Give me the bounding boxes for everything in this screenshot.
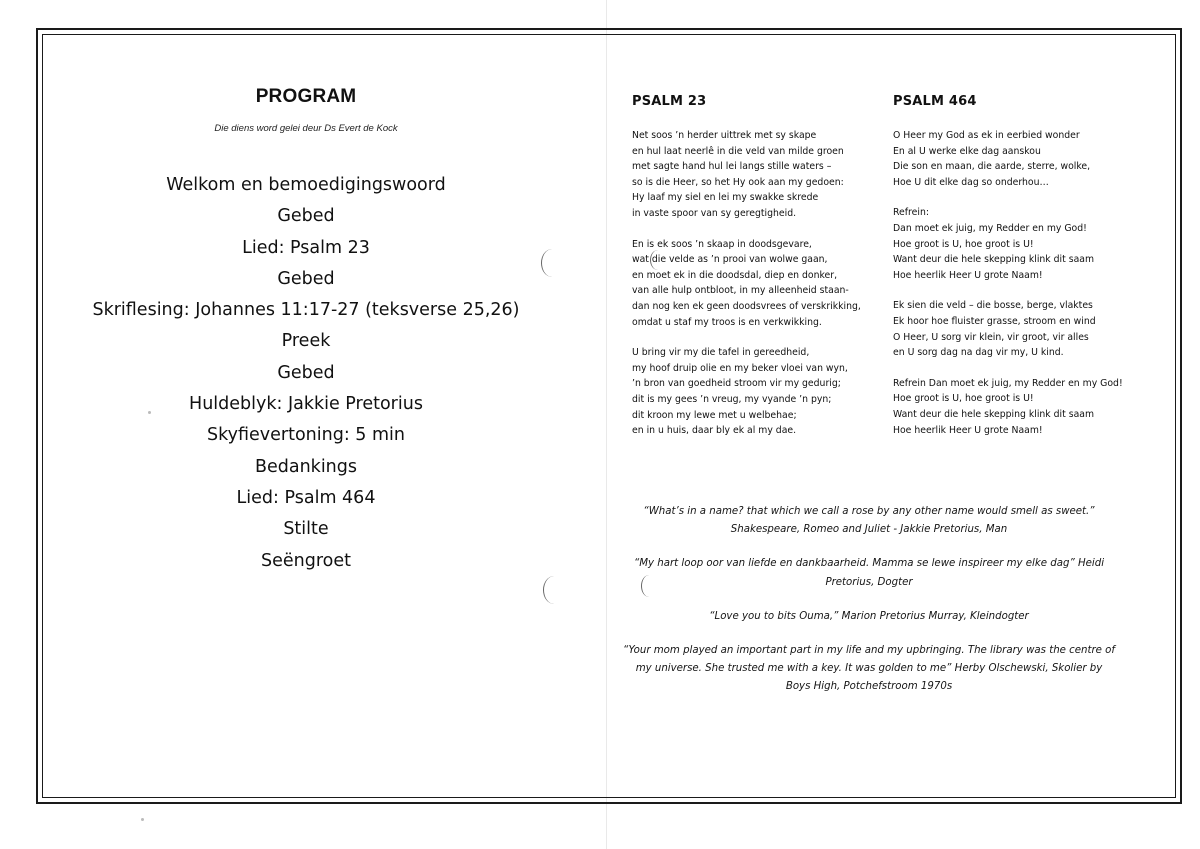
psalm-line: Hoe heerlik Heer U grote Naam!	[893, 424, 1043, 436]
program-item-prayer: Gebed	[277, 362, 335, 383]
psalm-line: omdat u staf my troos is en verkwikking.	[632, 316, 822, 328]
program-item-slideshow: Skyfievertoning: 5 min	[207, 425, 405, 446]
tribute-quote: “What’s in a name? that which we call a rose by any other name would smell as sweet.”	[643, 506, 1095, 517]
psalm-line: so is die Heer, so het Hy ook aan my gedoen:	[632, 176, 844, 188]
program-item-silence: Stilte	[283, 519, 329, 540]
tribute-attribution: Shakespeare, Romeo and Juliet - Jakkie Pretorius, Man	[730, 524, 1008, 536]
psalm-line: Die son en maan, die aarde, sterre, wolke,	[893, 161, 1091, 173]
psalm-line: en in u huis, daar bly ek al my dae.	[632, 425, 797, 437]
psalm-line: dit kroon my lewe met u welbehae;	[632, 409, 797, 421]
psalm-23-stanza	[632, 237, 894, 331]
psalm-line: Dan moet ek juig, my Redder en my God!	[893, 222, 1087, 234]
program-item-prayer: Gebed	[277, 268, 335, 289]
program-item-sermon: Preek	[281, 331, 331, 352]
psalm-464-refrain	[893, 205, 1163, 283]
psalm-line: en hul laat neerlê in die veld van milde groen	[632, 145, 844, 157]
psalm-line: Want deur die hele skepping klink dit saam	[893, 254, 1095, 266]
program-item-prayer: Gebed	[277, 206, 335, 227]
psalm-464-section	[893, 94, 1163, 453]
psalm-23-section	[632, 94, 894, 454]
tribute-husband	[622, 503, 1116, 539]
psalm-line: Net soos ’n herder uittrek met sy skape	[632, 130, 817, 141]
psalm-line: Hoe groot is U, hoe groot is U!	[893, 393, 1034, 405]
psalm-464-title: PSALM 464	[893, 94, 977, 109]
program-section	[92, 86, 520, 577]
tribute-quote: “Love you to bits Ouma,”	[709, 610, 839, 622]
psalm-23-title: PSALM 23	[632, 94, 707, 109]
program-item-welcome: Welkom en bemoedigingswoord	[166, 175, 446, 195]
psalm-line: Ek sien die veld – die bosse, berge, vlaktes	[893, 300, 1093, 312]
psalm-23-stanza	[632, 128, 894, 222]
program-item-tribute: Huldeblyk: Jakkie Pretorius	[189, 394, 423, 415]
program-subtitle: Die diens word gelei deur Ds Evert de Kock	[214, 123, 398, 134]
punch-hole-top	[541, 249, 563, 277]
psalm-line: met sagte hand hul lei langs stille waters –	[632, 161, 832, 173]
tribute-attribution: Heidi Pretorius, Dogter	[825, 558, 1105, 588]
psalm-line: U bring vir my die tafel in gereedheid,	[632, 347, 810, 359]
psalm-line: en U sorg dag na dag vir my, U kind.	[893, 347, 1064, 359]
tribute-quote: “Your mom played an important part in my life and my upbringing. The library was the centre of my universe. She trusted me with a key. It was golden to me”	[623, 645, 1115, 675]
psalm-line: Refrein:	[893, 207, 929, 219]
psalm-line: En al U werke elke dag aanskou	[893, 145, 1041, 157]
tribute-pupil	[622, 642, 1116, 697]
program-item-scripture-reading: Skriflesing: Johannes 11:17-27 (teksverse 25,26)	[92, 300, 520, 321]
psalm-line: ’n bron van goedheid stroom vir my gedurig;	[632, 378, 841, 390]
tribute-attribution: Herby Olschewski, Skolier by Boys High, Potchefstroom 1970s	[785, 663, 1103, 693]
punch-hole-bottom	[543, 576, 565, 604]
psalm-line: wat die velde as ’n prooi van wolwe gaan,	[632, 254, 828, 266]
psalm-464-refrain	[893, 376, 1163, 438]
psalm-464-stanza	[893, 298, 1163, 360]
psalm-line: Want deur die hele skepping klink dit saam	[893, 408, 1095, 420]
psalm-line: O Heer, U sorg vir klein, vir groot, vir alles	[893, 331, 1089, 343]
program-item-thanks: Bedankings	[254, 456, 357, 477]
psalm-line: Hoe heerlik Heer U grote Naam!	[893, 269, 1043, 281]
psalm-line: in vaste spoor van sy geregtigheid.	[632, 207, 797, 219]
program-list	[92, 170, 520, 577]
psalm-line: dan nog ken ek geen doodsvrees of verskrikking,	[632, 300, 861, 312]
tribute-granddaughter	[622, 608, 1116, 626]
psalm-464-stanza	[893, 128, 1163, 190]
psalm-line: Hoe groot is U, hoe groot is U!	[893, 238, 1034, 250]
psalm-line: Hy laaf my siel en lei my swakke skrede	[632, 192, 819, 204]
psalm-line: Hoe U dit elke dag so onderhou…	[893, 176, 1049, 188]
tribute-daughter	[622, 555, 1116, 591]
psalm-line: en moet ek in die doodsdal, diep en donker,	[632, 269, 838, 281]
psalm-line: dit is my gees ’n vreug, my vyande ’n pyn;	[632, 393, 832, 405]
tribute-attribution: Marion Pretorius Murray, Kleindogter	[841, 610, 1029, 622]
psalm-line: my hoof druip olie en my beker vloei van wyn,	[632, 362, 848, 374]
psalm-line: O Heer my God as ek in eerbied wonder	[893, 130, 1080, 141]
tributes-section	[622, 503, 1116, 713]
program-item-song-psalm-23: Lied: Psalm 23	[242, 237, 370, 258]
program-item-song-psalm-464: Lied: Psalm 464	[236, 487, 376, 508]
program-title: PROGRAM	[255, 86, 357, 107]
psalm-line: van alle hulp ontbloot, in my alleenheid staan-	[632, 285, 849, 297]
psalm-line: Ek hoor hoe fluister grasse, stroom en wind	[893, 315, 1096, 327]
tribute-quote: “My hart loop oor van liefde en dankbaarheid. Mamma se lewe inspireer my elke dag”	[633, 558, 1075, 570]
psalm-23-stanza	[632, 345, 894, 439]
scan-speck	[141, 818, 144, 821]
program-item-blessing: Seëngroet	[261, 550, 351, 571]
psalm-line: Refrein Dan moet ek juig, my Redder en my God!	[893, 377, 1123, 389]
psalm-line: En is ek soos ’n skaap in doodsgevare,	[632, 238, 812, 250]
